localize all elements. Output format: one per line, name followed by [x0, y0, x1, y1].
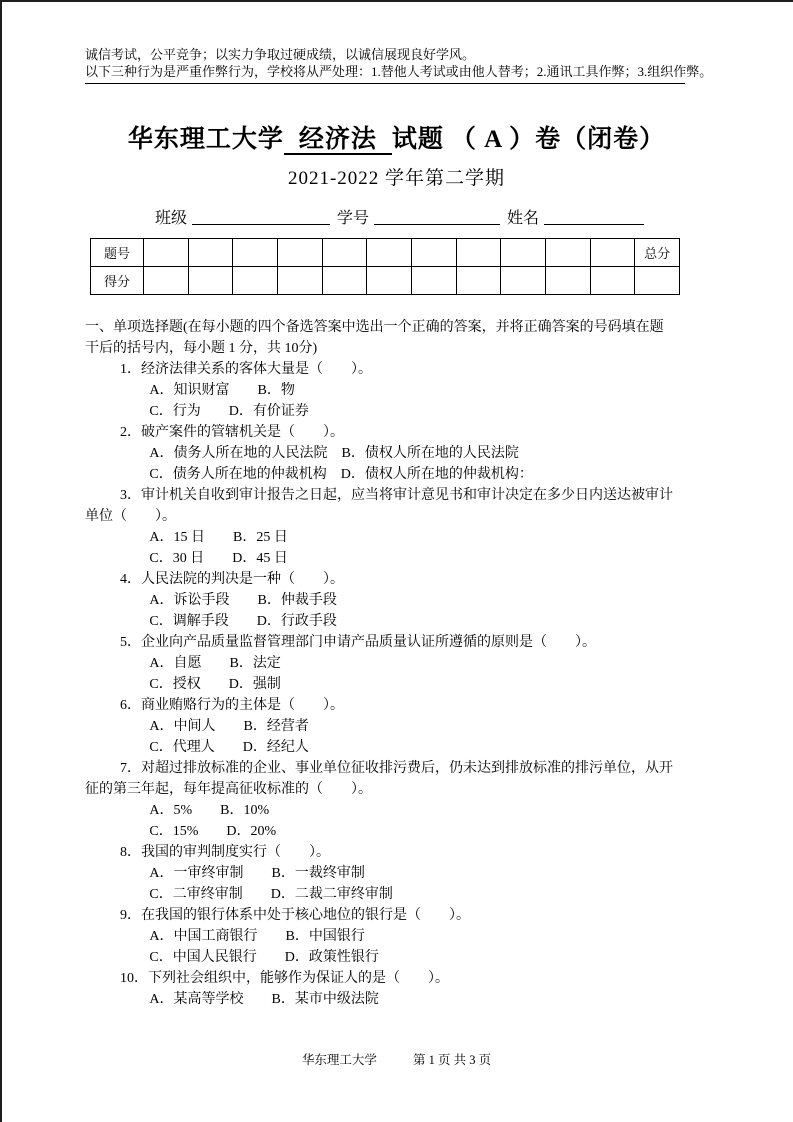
page-footer	[0, 1050, 793, 1068]
score-table-empty-cell	[411, 239, 456, 267]
exam-title	[0, 119, 793, 155]
question-options-line: A．中间人 B．经营者	[149, 719, 309, 734]
scan-border-top	[0, 0, 793, 2]
question-options-line: C．15% D．20%	[149, 824, 277, 839]
question-stem-line: 9．在我国的银行体系中处于核心地位的银行是（ ）。	[120, 908, 470, 923]
class-blank	[192, 205, 330, 225]
score-table-empty-cell	[277, 267, 322, 295]
name-blank	[544, 205, 644, 225]
question-options-line: A．知识财富 B．物	[149, 383, 295, 398]
question-options-line: C．行为 D．有价证券	[149, 404, 309, 419]
footer-page-number: 第 1 页 共 3 页	[412, 1053, 492, 1067]
question-stem-line: 6．商业贿赂行为的主体是（ ）。	[120, 698, 344, 713]
score-table-empty-cell	[322, 267, 367, 295]
semester-subtitle: 2021-2022 学年第二学期	[287, 168, 506, 189]
score-table	[90, 238, 680, 295]
student-info-row	[0, 205, 793, 231]
question-stem-line: 4．人民法院的判决是一种（ ）。	[120, 572, 344, 587]
university-name: 华东理工大学	[127, 126, 284, 153]
score-table-empty-cell	[144, 239, 189, 267]
question-options-line: C．授权 D．强制	[149, 677, 281, 692]
question-options-line: A．15 日 B．25 日	[149, 530, 288, 545]
integrity-notice	[85, 46, 713, 84]
section-heading	[85, 317, 745, 359]
question	[85, 422, 745, 485]
score-table-empty-cell	[188, 239, 233, 267]
question-stem-line: 10．下列社会组织中，能够作为保证人的是（ ）。	[120, 971, 449, 986]
student-id-label: 学号	[337, 210, 370, 227]
question-stem-line: 3．审计机关自收到审计报告之日起，应当将审计意见书和审计决定在多少日内送达被审计	[120, 488, 673, 503]
question	[85, 968, 745, 1010]
question-stem-line: 7．对超过排放标准的企业、事业单位征收排污费后，仍未达到排放标准的排污单位，从开	[120, 761, 673, 776]
score-table-empty-cell	[367, 239, 412, 267]
student-id-blank	[374, 205, 500, 225]
score-table-empty-cell	[545, 239, 590, 267]
question-stem-line: 1．经济法律关系的客体大量是（ ）。	[120, 362, 372, 377]
question-options-line: C．二审终审制 D．二裁二审终审制	[149, 887, 393, 902]
question-options-line: A．中国工商银行 B．中国银行	[149, 929, 365, 944]
question-options-line: C．30 日 D．45 日	[149, 551, 288, 566]
question-options-line: C．债务人所在地的仲裁机构 D．债权人所在地的仲裁机构：	[149, 467, 533, 482]
question	[85, 905, 745, 968]
score-table-empty-cell	[501, 239, 546, 267]
question-options-line: A．一审终审制 B．一裁终审制	[149, 866, 365, 881]
score-table-score-row	[91, 267, 680, 295]
question	[85, 758, 745, 842]
score-label-cell: 得分	[91, 267, 144, 295]
score-table-empty-cell	[635, 267, 680, 295]
score-table-empty-cell	[144, 267, 189, 295]
score-table-empty-cell	[501, 267, 546, 295]
question	[85, 632, 745, 695]
score-table-question-row	[91, 239, 680, 267]
score-table-empty-cell	[590, 267, 635, 295]
question	[85, 569, 745, 632]
name-label: 姓名	[507, 210, 540, 227]
question-options-line: A．诉讼手段 B．仲裁手段	[149, 593, 337, 608]
paper-type: （ A ）卷（闭卷）	[450, 126, 666, 153]
question-stem-line: 5．企业向产品质量监督管理部门申请产品质量认证所遵循的原则是（ ）。	[120, 635, 596, 650]
integrity-notice-line1: 诚信考试，公平竞争；以实力争取过硬成绩，以诚信展现良好学风。	[85, 47, 476, 62]
exam-word: 试题	[391, 126, 444, 153]
score-table-empty-cell	[277, 239, 322, 267]
question	[85, 842, 745, 905]
question-options-line: A．某高等学校 B．某市中级法院	[149, 992, 379, 1007]
course-name: 经济法	[284, 126, 392, 155]
question-stem-line: 征的第三年起，每年提高征收标准的（ ）。	[85, 782, 372, 797]
question-options-line: A．5% B．10%	[149, 803, 270, 818]
score-table-empty-cell	[188, 267, 233, 295]
score-table-empty-cell	[233, 267, 278, 295]
question	[85, 359, 745, 422]
score-table-empty-cell	[590, 239, 635, 267]
question-stem-line: 8．我国的审判制度实行（ ）。	[120, 845, 330, 860]
integrity-notice-line2: 以下三种行为是严重作弊行为，学校将从严处理：1.替他人考试或由他人替考；2.通讯工具作弊；3.组织作弊。	[85, 64, 713, 79]
footer-school-name: 华东理工大学	[301, 1053, 377, 1067]
score-table-empty-cell	[456, 267, 501, 295]
score-table-empty-cell	[411, 267, 456, 295]
score-table-empty-cell	[322, 239, 367, 267]
class-label: 班级	[155, 210, 188, 227]
section-heading-line: 干后的括号内，每小题 1 分，共 10分)	[85, 341, 318, 356]
question-no-label-cell: 题号	[91, 239, 144, 267]
question-options-line: A．债务人所在地的人民法院 B．债权人所在地的人民法院	[149, 446, 519, 461]
score-table-empty-cell	[367, 267, 412, 295]
exam-body	[85, 317, 745, 1010]
question	[85, 485, 745, 569]
section-heading-line: 一、单项选择题(在每小题的四个备选答案中选出一个正确的答案，并将正确答案的号码填在题	[85, 320, 664, 335]
question-stem-line: 单位（ ）。	[85, 509, 176, 524]
question	[85, 695, 745, 758]
question-options-line: C．调解手段 D．行政手段	[149, 614, 337, 629]
questions-list	[85, 359, 745, 1010]
score-table-empty-cell	[233, 239, 278, 267]
score-table-empty-cell	[545, 267, 590, 295]
question-options-line: C．中国人民银行 D．政策性银行	[149, 950, 379, 965]
question-options-line: A．自愿 B．法定	[149, 656, 281, 671]
question-stem-line: 2．破产案件的管辖机关是（ ）。	[120, 425, 344, 440]
total-label-cell: 总分	[635, 239, 680, 267]
score-table-empty-cell	[456, 239, 501, 267]
question-options-line: C．代理人 D．经纪人	[149, 740, 309, 755]
